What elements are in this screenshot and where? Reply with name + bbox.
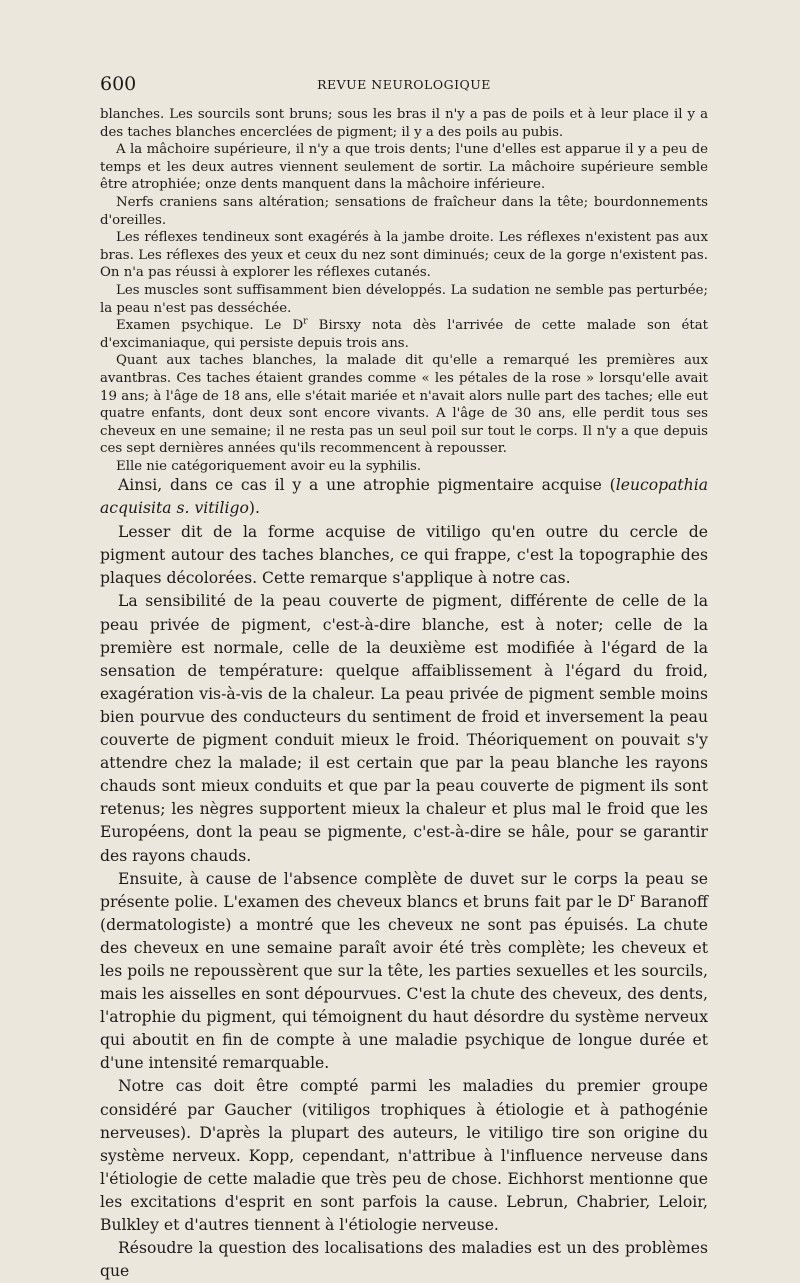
italic-term: leucopathia acquisita s. vitiligo (100, 476, 708, 518)
discussion-paragraph: Résoudre la question des localisations des maladies est un des problèmes que (100, 1239, 708, 1281)
case-paragraph: Nerfs craniens sans altération; sensations de fraîcheur dans la tête; bourdonnements d'oreilles. (100, 194, 708, 228)
case-paragraph: A la mâchoire supérieure, il n'y a que trois dents; l'une d'elles est apparue il y a peu de temps et les deux autres viennent seulement de sortir. La mâchoire supérieure semble être atrophiée; onze dents manquent dans la mâchoire inférieure. (100, 142, 708, 193)
discussion (100, 474, 708, 1283)
page-number: 600 (100, 73, 137, 95)
case-text: Examen psychique. Le D (116, 318, 304, 334)
discussion-paragraph: Lesser dit de la forme acquise de vitiligo qu'en outre du cercle de pigment autour des taches blanches, ce qui frappe, c'est la topographie des plaques décolorées. Cette remarque s'applique à notre cas. (100, 523, 708, 588)
discussion-paragraph (100, 868, 708, 1076)
case-paragraph: Elle nie catégoriquement avoir eu la syphilis. (116, 458, 422, 474)
case-paragraph (100, 317, 708, 352)
case-report (100, 106, 708, 475)
discussion-paragraph (100, 474, 708, 520)
running-title: REVUE NEUROLOGIQUE (317, 77, 491, 92)
case-text: Birsxy nota dès l'arrivée de cette malade son état d'excimaniaque, qui persiste depuis trois ans. (100, 318, 709, 351)
case-paragraph: Quant aux taches blanches, la malade dit qu'elle a remarqué les premières aux avantbras. Ces taches étaient grandes comme « les pétales de la rose » lorsqu'elle avait 19 ans; à l'âge de 18 ans, elle s'était mariée et n'avait alors nulle part des taches; elle eut quatre enfants, dont deux sont encore vivants. A l'âge de 30 ans, elle perdit tous ses cheveux en une semaine; il ne resta pas un seul poil sur tout le corps. Il n'y a que depuis ces sept dernières années qu'ils recommencent à repousser. (100, 353, 708, 457)
case-paragraph: Les réflexes tendineux sont exagérés à la jambe droite. Les réflexes n'existent pas aux bras. Les réflexes des yeux et ceux du nez sont diminués; ceux de la gorge n'existent pas. On n'a pas réussi à explorer les réflexes cutanés. (100, 230, 708, 281)
superscript: r (303, 315, 308, 327)
superscript: r (629, 890, 635, 904)
body-text: Baranoff (dermatologiste) a montré que les cheveux ne sont pas épuisés. La chute des cheveux en une semaine paraît avoir été très complète; les cheveux et les poils ne repoussèrent que sur la tête, les parties sexuelles et les sourcils, mais les aisselles en sont dépourvues. C'est la chute des cheveux, des dents, l'atrophie du pigment, qui témoignent du haut désordre du système nerveux qui aboutit en fin de compte à une maladie psychique de longue durée et d'une intensité remarquable. (100, 892, 708, 1073)
body-text: Ainsi, dans ce cas il y a une atrophie pigmentaire acquise ( (118, 476, 616, 494)
body-text: Ensuite, à cause de l'absence complète de duvet sur le corps la peau se présente polie. L'examen des cheveux blancs et bruns fait par le D (100, 869, 708, 911)
case-paragraph: Les muscles sont suffisamment bien développés. La sudation ne semble pas perturbée; la peau n'est pas desséchée. (100, 282, 708, 316)
body-text: ). (248, 499, 260, 518)
discussion-paragraph: La sensibilité de la peau couverte de pigment, différente de celle de la peau privée de pigment, c'est-à-dire blanche, est à noter; celle de la première est normale, celle de la deuxième est modifiée à l'égard de la sensation de température: quelque affaiblissement à l'égard du froid, exagération vis-à-vis de la chaleur. La peau privée de pigment semble moins bien pourvue des conducteurs du sentiment de froid et inversement la peau couverte de pigment conduit mieux le froid. Théoriquement on pouvait s'y attendre chez la malade; il est certain que par la peau blanche les rayons chauds sont mieux conduits et que par la peau couverte de pigment ils sont retenus; les nègres supportent mieux la chaleur et plus mal le froid que les Européens, dont la peau se pigmente, c'est-à-dire se hâle, pour se garantir des rayons chauds. (100, 592, 708, 865)
page-header (100, 73, 708, 95)
case-paragraph: blanches. Les sourcils sont bruns; sous les bras il n'y a pas de poils et à leur place il y a des taches blanches encerclées de pigment; il y a des poils au pubis. (100, 107, 708, 140)
discussion-paragraph: Notre cas doit être compté parmi les maladies du premier groupe considéré par Gaucher (vitiligos trophiques à étiologie et à pathogénie nerveuses). D'après la plupart des auteurs, le vitiligo tire son origine du système nerveux. Kopp, cependant, n'attribue à l'influence nerveuse dans l'étiologie de cette maladie que très peu de chose. Eichhorst mentionne que les excitations d'esprit en sont parfois la cause. Lebrun, Chabrier, Leloir, Bulkley et d'autres tiennent à l'étiologie nerveuse. (100, 1077, 708, 1234)
